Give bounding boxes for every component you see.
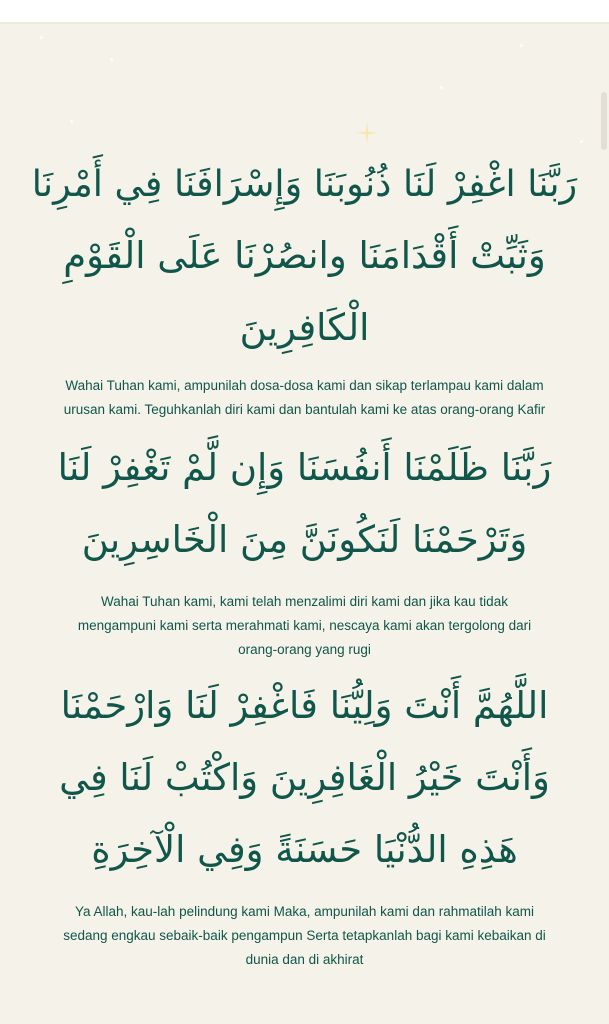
- dua-2-translation: [24, 590, 585, 662]
- top-bar: [0, 0, 609, 24]
- dua-1-translation-line-2: urusan kami. Teguhkanlah diri kami dan bantulah kami ke atas orang-orang Kafir: [63, 402, 546, 417]
- dua-2-translation-line-3: orang-orang yang rugi: [238, 642, 371, 657]
- decor-dot: [520, 44, 523, 47]
- decor-dot: [40, 36, 43, 39]
- sparkle-icon: [356, 122, 378, 144]
- dua-3-translation-line-2: sedang engkau sebaik-baik pengampun Serta tetapkanlah bagi kami kebaikan di: [63, 928, 546, 943]
- dua-3-translation-line-3: dunia dan di akhirat: [245, 952, 364, 967]
- dua-1-arabic-line-1: رَبَّنَا اغْفِرْ لَنَا ذُنُوبَنَا وَإِسْرَافَنَا فِي أَمْرِنَا: [31, 162, 578, 205]
- dua-1-arabic: [30, 148, 579, 364]
- decor-dot: [110, 58, 113, 61]
- dua-1-translation-line-1: Wahai Tuhan kami, ampunilah dosa-dosa kami dan sikap terlampau kami dalam: [65, 378, 544, 393]
- dua-3-arabic: [30, 670, 579, 886]
- dua-3-arabic-line-1: اللَّهُمَّ أَنْتَ وَلِيُّنَا فَاغْفِرْ لَنَا وَارْحَمْنَا: [60, 684, 549, 727]
- dua-2-translation-line-1: Wahai Tuhan kami, kami telah menzalimi diri kami dan jika kau tidak: [101, 594, 508, 609]
- dua-1-translation: [24, 374, 585, 422]
- dua-2-translation-line-2: mengampuni kami serta merahmati kami, nescaya kami akan tergolong dari: [77, 618, 532, 633]
- dua-2-arabic-line-2: وَتَرْحَمْنَا لَنَكُونَنَّ مِنَ الْخَاسِرِينَ: [81, 518, 528, 561]
- scrollbar[interactable]: [597, 24, 609, 1024]
- decor-dot: [580, 140, 583, 143]
- dua-1-arabic-line-3: الْكَافِرِينَ: [239, 306, 370, 349]
- decor-dot: [440, 86, 443, 89]
- scrollbar-thumb[interactable]: [601, 92, 607, 150]
- dua-3-translation: [24, 900, 585, 972]
- dua-3-arabic-line-3: هَذِهِ الدُّنْيَا حَسَنَةً وَفِي الْآخِرَةِ: [91, 828, 518, 871]
- decor-dot: [70, 120, 73, 123]
- dua-2-arabic: [30, 432, 579, 576]
- dua-2-arabic-line-1: رَبَّنَا ظَلَمْنَا أَنفُسَنَا وَإِن لَّمْ تَغْفِرْ لَنَا: [57, 446, 552, 489]
- dua-3-arabic-line-2: وَأَنْتَ خَيْرُ الْغَافِرِينَ وَاكْتُبْ لَنَا فِي: [59, 756, 550, 799]
- dua-1-arabic-line-2: وَثَبِّتْ أَقْدَامَنَا وانصُرْنَا عَلَى الْقَوْمِ: [63, 234, 546, 277]
- dua-3-translation-line-1: Ya Allah, kau-lah pelindung kami Maka, ampunilah kami dan rahmatilah kami: [75, 904, 534, 919]
